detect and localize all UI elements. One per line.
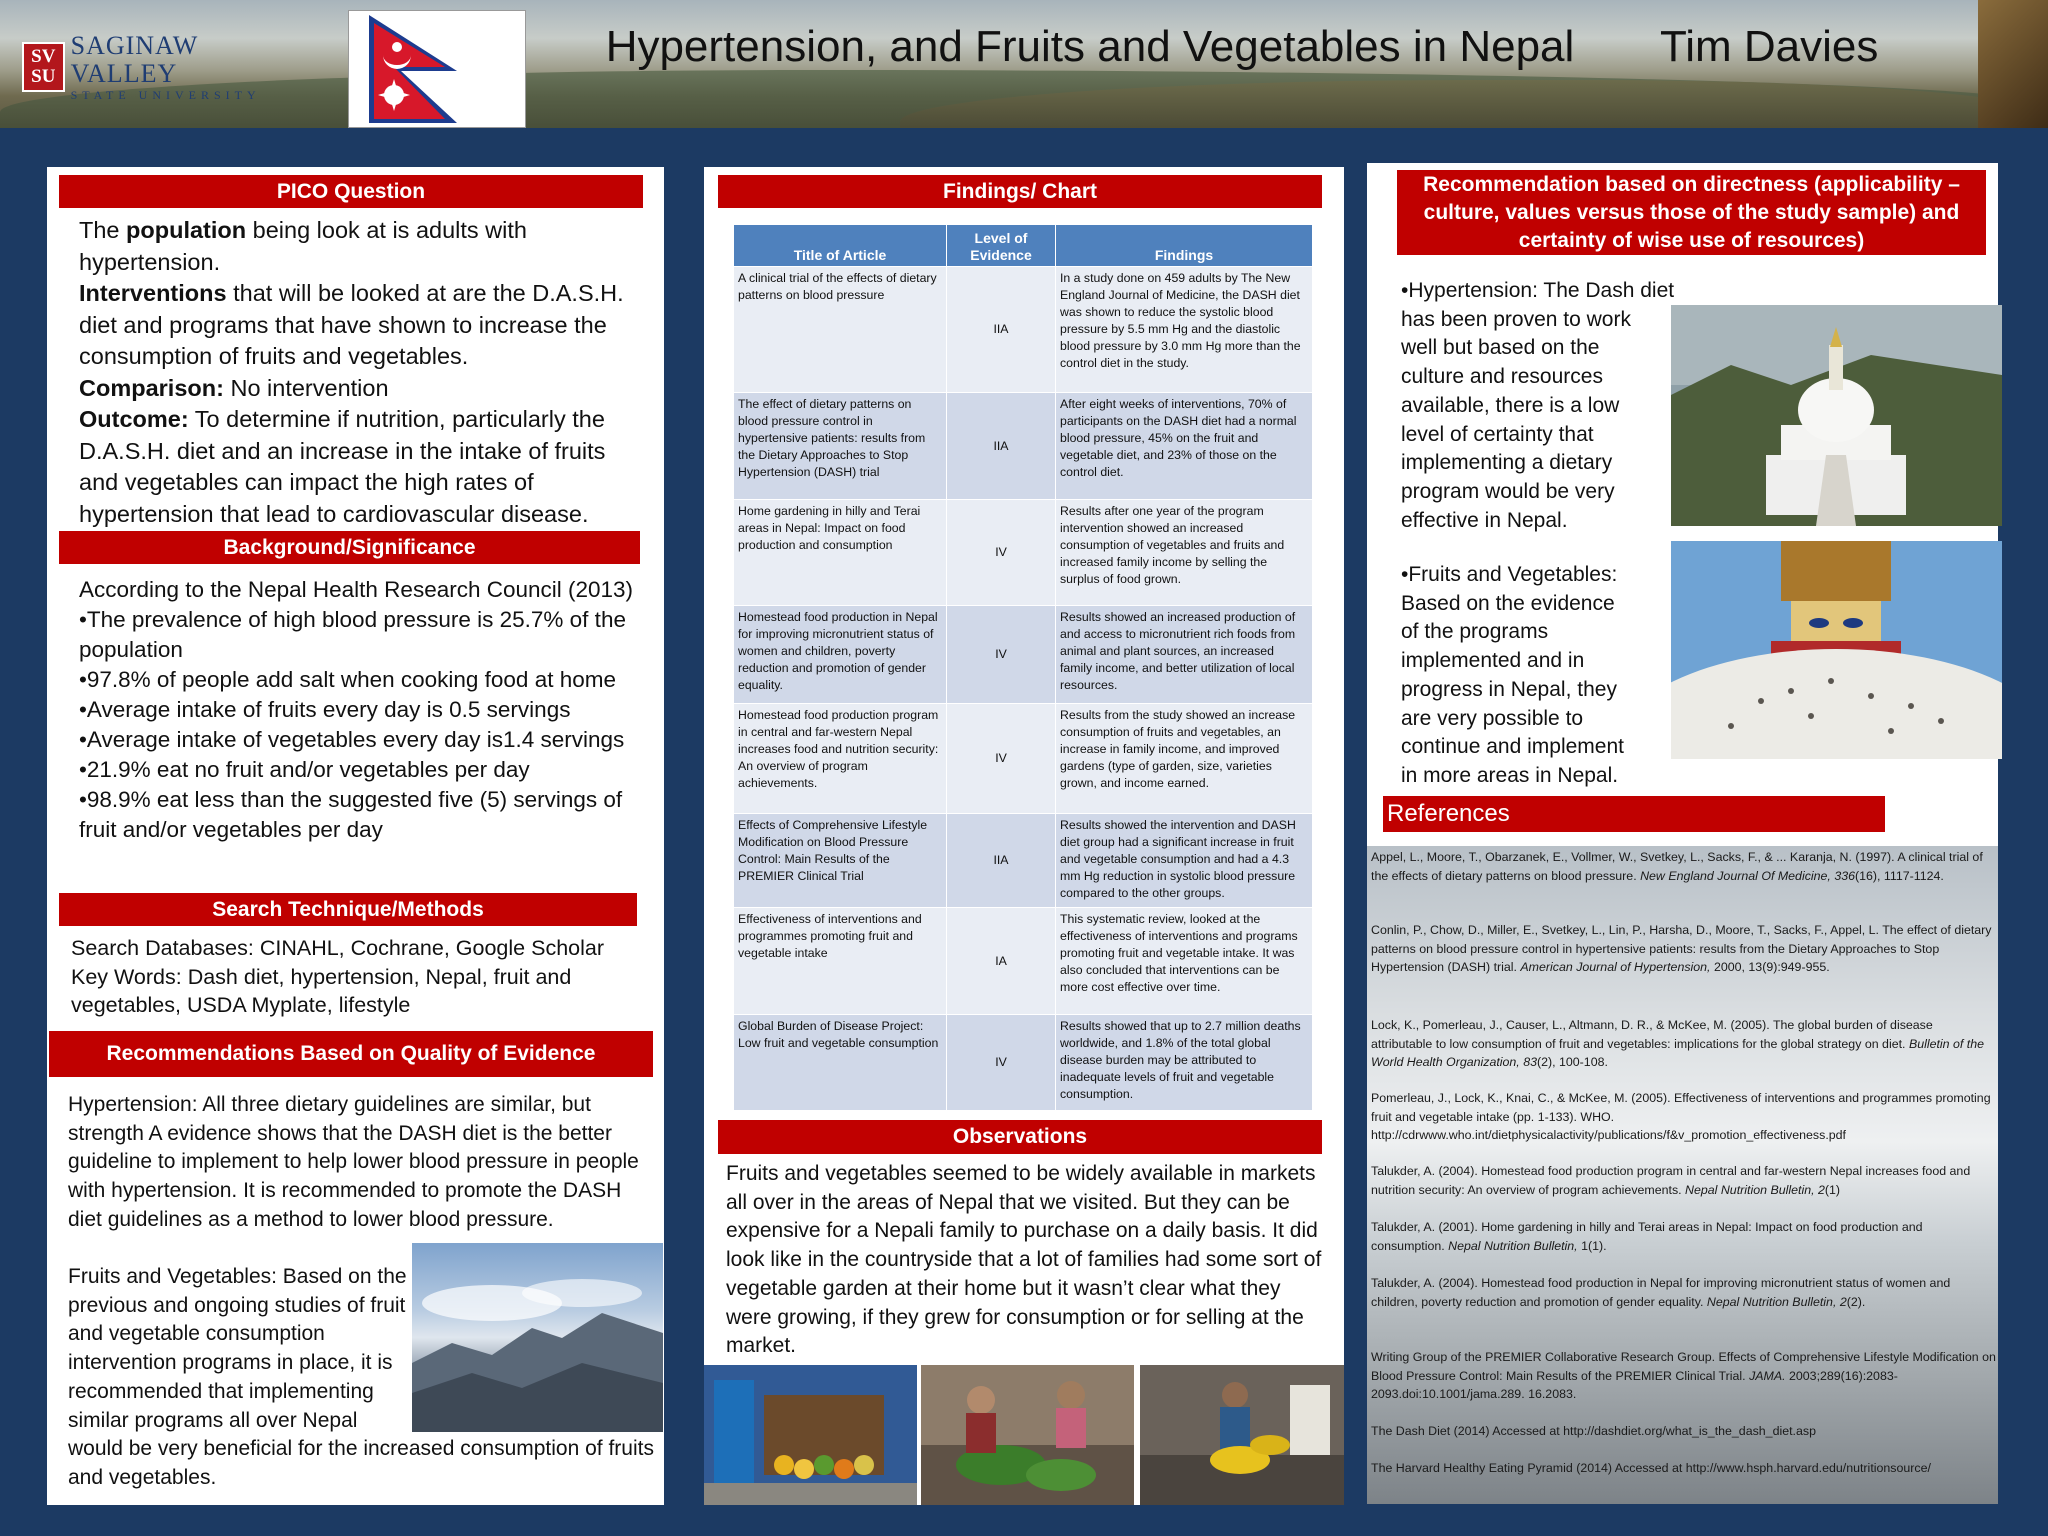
background-line: •98.9% eat less than the suggested five (5) servings of fruit and/or vegetables per day — [79, 787, 623, 842]
reference-item: The Dash Diet (2014) Accessed at http://dashdiet.org/what_is_the_dash_diet.asp — [1371, 1424, 1816, 1438]
table-header-title: Title of Article — [734, 225, 947, 267]
banana-vendor-photo — [1140, 1365, 1344, 1505]
reference-item: Writing Group of the PREMIER Collaborative Research Group. Effects of Comprehensive Lifestyle Modification on Blood Pressure Control: Main Results of the PREMIER Clinical Trial. JAMA. 2003;289(16):2083-2093.doi:10.1001/jama.289. 16.2083. — [1371, 1350, 1996, 1401]
reference-item: The Harvard Healthy Eating Pyramid (2014) Accessed at http://www.hsph.harvard.edu/nutritionsource/ — [1371, 1461, 1931, 1475]
search-header: Search Technique/Methods — [59, 893, 637, 926]
poster-title: Hypertension, and Fruits and Vegetables in Nepal — [605, 22, 1575, 71]
boudhanath-stupa-photo — [1671, 541, 2002, 759]
background-line: According to the Nepal Health Research Council (2013) — [79, 577, 634, 602]
references-panel — [1367, 846, 1998, 1504]
table-header-findings: Findings — [1056, 225, 1313, 267]
logo-mark: SV SU — [22, 42, 65, 92]
university-logo — [22, 30, 292, 102]
pico-text: The population being look at is adults with hypertension. Interventions that will be looked at are the D.A.S.H. diet and programs that have shown to increase the consumption of fruits and vegetables. Comparison: No intervention Outcome: To determine if nutrition, particularly the D.A.S.H. diet and an increase in the intake of fruits and vegetables can impact the high rates of hypertension that lead to cardiovascular disease. — [79, 217, 624, 527]
quality-text-2: Fruits and Vegetables: Based on the previous and ongoing studies of fruit and vegetable consumption intervention programs in place, it is recommended that implementing similar programs all over Nepal — [68, 1265, 407, 1432]
reference-item: Appel, L., Moore, T., Obarzanek, E., Vollmer, W., Svetkey, L., Sacks, F., & ... Karanja, N. (1997). A clinical trial of the effects of dietary patterns on blood pressure. New England Journal Of Medicine, 336(16), 1117-1124. — [1371, 850, 1983, 883]
recommendation-hypertension: •Hypertension: The Dash diet has been proven to work well but based on the culture and resources available, there is a low level of certainty that implementing a dietary program would be very effective in Nepal. — [1401, 279, 1675, 532]
background-line: •Average intake of vegetables every day is1.4 servings — [79, 727, 625, 752]
table-row: Homestead food production program in central and far-western Nepal increases food and nutrition security: An overview of program achievements. IV Results from the study showed an increase consumption of fruits and vegetables, an increase in family income, and improved gardens (type of garden, size, varieties grown, and income earned. — [734, 704, 1313, 814]
pico-header: PICO Question — [59, 175, 643, 208]
table-row: Homestead food production in Nepal for improving micronutrient status of women and children, poverty reduction and promotion of gender equality. IV Results showed an increased production of and access to micronutrient rich foods from animal and plant sources, an increased family income, and better utilization of local resources. — [734, 606, 1313, 704]
quality-text-3: would be very beneficial for the increased consumption of fruits and vegetables. — [68, 1437, 654, 1489]
search-text: Search Databases: CINAHL, Cochrane, Google Scholar Key Words: Dash diet, hypertension, Nepal, fruit and vegetables, USDA Myplate, lifestyle — [71, 936, 604, 1017]
recommendation-header: Recommendation based on directness (applicability – culture, values versus those of the study sample) and certainty of wise use of resources) — [1397, 170, 1986, 255]
poster-author: Tim Davies — [1660, 22, 1879, 71]
reference-item: Pomerleau, J., Lock, K., Knai, C., & McKee, M. (2005). Effectiveness of interventions and programmes promoting fruit and vegetable intake (pp. 1-133). WHO. http://cdrwww.who.int/dietphysicalactivity/publications/f&v_promotion_effectiveness.pdf — [1371, 1091, 1991, 1142]
table-row: A clinical trial of the effects of dietary patterns on blood pressure IIA In a study done on 459 adults by The New England Journal of Medicine, the DASH diet was shown to reduce the systolic blood pressure by 5.5 mm Hg and the diastolic blood pressure by 3.0 mm Hg more than the control diet in the study. — [734, 267, 1313, 393]
background-line: •Average intake of fruits every day is 0.5 servings — [79, 697, 571, 722]
findings-header: Findings/ Chart — [718, 175, 1322, 208]
peace-pagoda-photo — [1671, 305, 2002, 526]
reference-item: Talukder, A. (2004). Homestead food production program in central and far-western Nepal increases food and nutrition security: An overview of program achievements. Nepal Nutrition Bulletin, 2(1) — [1371, 1164, 1971, 1197]
table-row: Effectiveness of interventions and programmes promoting fruit and vegetable intake IA This systematic review, looked at the effectiveness of interventions and programs promoting fruit and vegetable intake. It was also concluded that interventions can be more cost effective over time. — [734, 908, 1313, 1015]
table-header-level: Level of Evidence — [947, 225, 1056, 267]
recommendation-fruits-vegetables: •Fruits and Vegetables: Based on the evidence of the programs implemented and in progress in Nepal, they are very possible to continue and implement in more areas in Nepal. — [1401, 563, 1624, 787]
background-line: •97.8% of people add salt when cooking food at home — [79, 667, 617, 692]
table-row: Home gardening in hilly and Terai areas in Nepal: Impact on food production and consumption IV Results after one year of the program intervention showed an increased consumption of vegetables and fruits and increased family income by selling the surplus of food grown. — [734, 500, 1313, 606]
reference-item: Conlin, P., Chow, D., Miller, E., Svetkey, L., Lin, P., Harsha, D., Moore, T., Sacks, F., Appel, L. The effect of dietary patterns on blood pressure control in hypertensive patients: results from the Dietary Approaches to Stop Hypertension (DASH) trial. American Journal of Hypertension, 2000, 13(9):949-955. — [1371, 923, 1992, 974]
table-row: Global Burden of Disease Project: Low fruit and vegetable consumption IV Results showed that up to 2.7 million deaths worldwide, and 1.8% of the total global disease burden may be attributed to inadequate levels of fruit and vegetable consumption. — [734, 1015, 1313, 1111]
findings-table — [733, 224, 1313, 1111]
observations-text: Fruits and vegetables seemed to be widely available in markets all over in the areas of Nepal that we visited. But they can be expensive for a Nepali family to purchase on a daily basis. It did look like in the countryside that a lot of families had some sort of vegetable garden at their home but it wasn’t clear what they were growing, if they grew for consumption or for selling at the market. — [726, 1162, 1322, 1358]
reference-item: Lock, K., Pomerleau, J., Causer, L., Altmann, D. R., & McKee, M. (2005). The global burden of disease attributable to low consumption of fruit and vegetables: implications for the global strategy on diet. Bulletin of the World Health Organization, 83(2), 100-108. — [1371, 1018, 1985, 1069]
background-line: •The prevalence of high blood pressure is 25.7% of the population — [79, 607, 626, 662]
quality-header: Recommendations Based on Quality of Evidence — [49, 1031, 653, 1077]
reference-item: Talukder, A. (2004). Homestead food production in Nepal for improving micronutrient status of women and children, poverty reduction and promotion of gender equality. Nepal Nutrition Bulletin, 2(2). — [1371, 1276, 1951, 1309]
logo-subtitle: STATE UNIVERSITY — [70, 87, 261, 102]
reference-item: Talukder, A. (2001). Home gardening in hilly and Terai areas in Nepal: Impact on food production and consumption. Nepal Nutrition Bulletin, 1(1). — [1371, 1220, 1923, 1253]
mountain-clouds-photo — [412, 1243, 663, 1432]
background-line: •21.9% eat no fruit and/or vegetables per day — [79, 757, 530, 782]
banner — [0, 0, 2048, 128]
background-header: Background/Significance — [59, 531, 640, 564]
nepal-flag-image — [348, 10, 526, 128]
background-text — [79, 575, 649, 845]
logo-name: SAGINAW VALLEY — [70, 30, 198, 88]
table-row: Effects of Comprehensive Lifestyle Modification on Blood Pressure Control: Main Results of the PREMIER Clinical Trial IIA Results showed the intervention and DASH diet group had a significant increase in fruit and vegetable consumption and had a 4.3 mm Hg reduction in systolic blood pressure compared to the other groups. — [734, 814, 1313, 908]
table-row: The effect of dietary patterns on blood pressure control in hypertensive patients: results from the Dietary Approaches to Stop Hypertension (DASH) trial IIA After eight weeks of interventions, 70% of participants on the DASH diet had a normal blood pressure, 45% on the fruit and vegetable diet, and 23% of those on the control diet. — [734, 393, 1313, 500]
banner-temple-roof — [1978, 0, 2048, 128]
observations-header: Observations — [718, 1120, 1322, 1154]
quality-text-1: Hypertension: All three dietary guidelines are similar, but strength A evidence shows that the DASH diet is the better guideline to implement to help lower blood pressure in people with hypertension. It is recommended to promote the DASH diet guidelines as a method to lower blood pressure. — [68, 1093, 639, 1231]
references-header: References — [1383, 796, 1885, 832]
fruit-stall-photo — [704, 1365, 917, 1505]
vegetable-vendor-photo — [921, 1365, 1134, 1505]
